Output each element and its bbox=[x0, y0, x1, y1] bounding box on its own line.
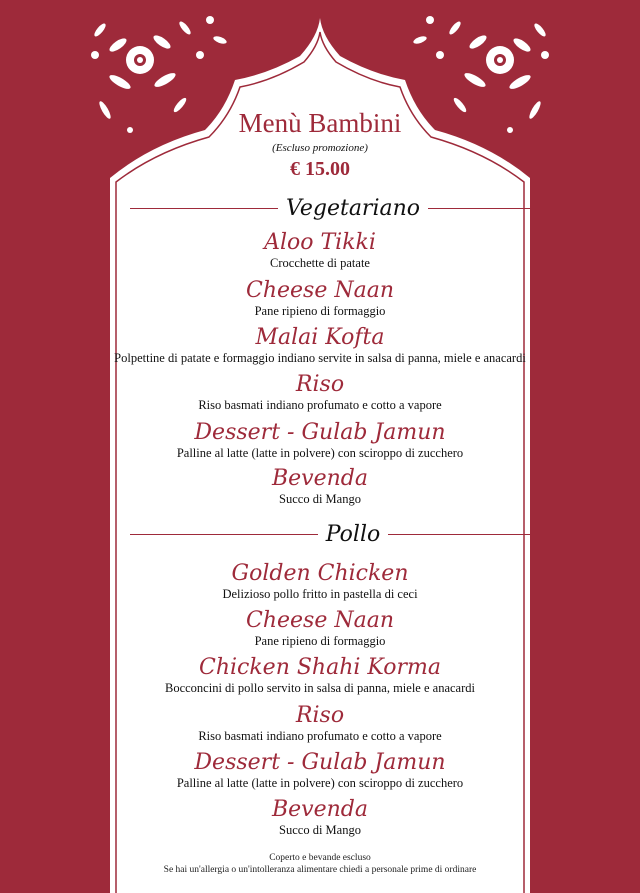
item-name: Riso bbox=[295, 703, 345, 728]
item-name: Chicken Shahi Korma bbox=[198, 655, 441, 680]
menu-item bbox=[0, 561, 640, 602]
section-title: Pollo bbox=[325, 521, 381, 547]
menu-item bbox=[0, 372, 640, 413]
item-description: Bocconcini di pollo servito in salsa di panna, miele e anacardi bbox=[165, 681, 475, 695]
divider-line bbox=[388, 534, 576, 535]
section-heading-pollo bbox=[130, 521, 576, 547]
item-name: Dessert - Gulab Jamun bbox=[194, 420, 446, 445]
section-heading-vegetariano bbox=[130, 195, 576, 221]
menu-item bbox=[0, 230, 640, 271]
menu-subtitle: (Escluso promozione) bbox=[272, 142, 368, 154]
item-description: Palline al latte (latte in polvere) con sciroppo di zucchero bbox=[176, 446, 464, 460]
item-description: Riso basmati indiano profumato e cotto a vapore bbox=[198, 729, 442, 743]
menu-item bbox=[0, 420, 640, 461]
divider-line bbox=[130, 534, 318, 535]
item-name: Malai Kofta bbox=[255, 325, 385, 350]
item-description: Succo di Mango bbox=[279, 823, 361, 837]
footer-line: Coperto e bevande escluso bbox=[269, 853, 371, 863]
item-description: Pane ripieno di formaggio bbox=[254, 634, 386, 648]
item-name: Aloo Tikki bbox=[264, 230, 376, 255]
menu-item bbox=[0, 703, 640, 744]
footer-notes bbox=[0, 852, 640, 876]
menu-price: € 15.00 bbox=[290, 158, 350, 180]
item-name: Riso bbox=[295, 372, 345, 397]
item-name: Golden Chicken bbox=[231, 561, 409, 586]
item-name: Bevenda bbox=[271, 466, 368, 491]
item-description: Succo di Mango bbox=[279, 492, 361, 506]
divider-line bbox=[428, 208, 576, 209]
menu-item bbox=[0, 278, 640, 319]
menu-item bbox=[0, 325, 640, 366]
item-name: Cheese Naan bbox=[246, 608, 394, 633]
item-description: Pane ripieno di formaggio bbox=[254, 304, 386, 318]
item-description: Palline al latte (latte in polvere) con sciroppo di zucchero bbox=[176, 776, 464, 790]
section-title: Vegetariano bbox=[285, 195, 421, 221]
menu-item bbox=[0, 608, 640, 649]
item-description: Polpettine di patate e formaggio indiano servite in salsa di panna, miele e anacardi bbox=[114, 351, 526, 365]
item-description: Riso basmati indiano profumato e cotto a vapore bbox=[198, 398, 442, 412]
menu-item bbox=[0, 797, 640, 838]
item-name: Dessert - Gulab Jamun bbox=[194, 750, 446, 775]
menu-item bbox=[0, 655, 640, 696]
menu-title: Menù Bambini bbox=[238, 108, 402, 138]
menu-item bbox=[0, 750, 640, 791]
item-name: Bevenda bbox=[271, 797, 368, 822]
footer-line: Se hai un'allergia o un'intolleranza alimentare chiedi a personale prime di ordinare bbox=[163, 865, 477, 875]
item-description: Delizioso pollo fritto in pastella di ceci bbox=[222, 587, 418, 601]
item-description: Crocchette di patate bbox=[270, 256, 370, 270]
divider-line bbox=[130, 208, 278, 209]
item-name: Cheese Naan bbox=[246, 278, 394, 303]
menu-item bbox=[0, 466, 640, 507]
